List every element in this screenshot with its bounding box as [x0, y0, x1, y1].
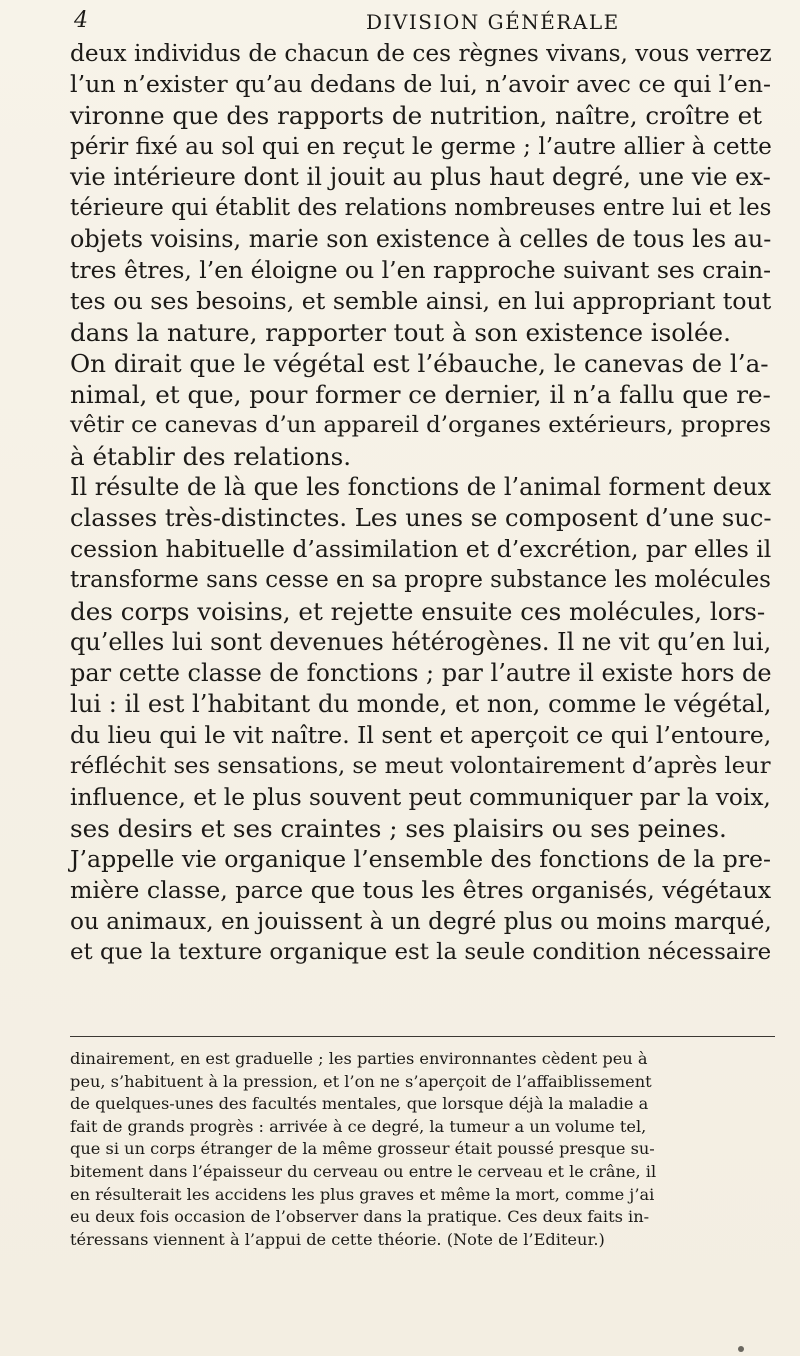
- footnote-line: fait de grands progrès : arrivée à ce degré, la tumeur a un volume tel,: [70, 1116, 647, 1136]
- ink-speck: [738, 1346, 744, 1352]
- text-line: et que la texture organique est la seule condition nécessaire: [70, 939, 772, 965]
- text-line: deux individus de chacun de ces règnes vivans, vous verrez: [70, 40, 772, 67]
- footnote-line: peu, s’habituent à la pression, et l’on ne s’aperçoit de l’affaiblissement: [70, 1071, 652, 1091]
- text-line: ou animaux, en jouissent à un degré plus ou moins marqué,: [70, 908, 772, 935]
- main-text: [70, 38, 775, 968]
- footnote-line: eu deux fois occasion de l’observer dans la pratique. Ces deux faits in-: [70, 1207, 650, 1227]
- text-line: tes ou ses besoins, et semble ainsi, en lui appropriant tout: [70, 287, 772, 315]
- text-line: classes très-distinctes. Les unes se composent d’une suc-: [70, 504, 772, 532]
- footnote-line: en résulterait les accidens les plus graves et même la mort, comme j’ai: [70, 1184, 655, 1204]
- footnote-line: bitement dans l’épaisseur du cerveau ou entre le cerveau et le crâne, il: [70, 1161, 657, 1181]
- text-line: dans la nature, rapporter tout à son existence isolée.: [70, 318, 731, 347]
- text-line: vie intérieure dont il jouit au plus haut degré, une vie ex-: [70, 163, 771, 191]
- text-line: nimal, et que, pour former ce dernier, il n’a fallu que re-: [70, 380, 771, 409]
- text-line: objets voisins, marie son existence à celles de tous les au-: [70, 225, 772, 253]
- text-line: des corps voisins, et rejette ensuite ces molécules, lors-: [70, 597, 766, 626]
- text-line: influence, et le plus souvent peut communiquer par la voix,: [70, 784, 771, 811]
- text-line: par cette classe de fonctions ; par l’autre il existe hors de: [70, 659, 772, 687]
- text-line: lui : il est l’habitant du monde, et non, comme le végétal,: [70, 690, 772, 718]
- text-line: cession habituelle d’assimilation et d’excrétion, par elles il: [70, 535, 772, 563]
- page-number: 4: [74, 8, 88, 33]
- text-line: qu’elles lui sont devenues hétérogènes. Il ne vit qu’en lui,: [70, 628, 772, 656]
- text-line: transforme sans cesse en sa propre substance les molécules: [70, 567, 771, 593]
- text-line: J’appelle vie organique l’ensemble des fonctions de la pre-: [70, 845, 771, 873]
- text-line: Il résulte de là que les fonctions de l’animal forment deux: [70, 473, 772, 501]
- footnote-line: téressans viennent à l’appui de cette théorie. (Note de l’Editeur.): [70, 1229, 605, 1249]
- text-line: l’un n’exister qu’au dedans de lui, n’avoir avec ce qui l’en-: [70, 70, 771, 98]
- page-header: [74, 8, 774, 38]
- text-line: térieure qui établit des relations nombreuses entre lui et les: [70, 195, 772, 221]
- footnote-line: que si un corps étranger de la même grosseur était poussé presque su-: [70, 1139, 655, 1159]
- footnote: [70, 1048, 775, 1251]
- running-head: DIVISION GÉNÉRALE: [366, 10, 620, 34]
- footnote-line: de quelques-unes des facultés mentales, que lorsque déjà la maladie a: [70, 1094, 649, 1114]
- footnote-line: dinairement, en est graduelle ; les parties environnantes cèdent peu à: [70, 1049, 648, 1068]
- text-line: vironne que des rapports de nutrition, naître, croître et: [70, 101, 763, 130]
- text-line: tres êtres, l’en éloigne ou l’en rapproche suivant ses crain-: [70, 256, 772, 284]
- text-line: du lieu qui le vit naître. Il sent et aperçoit ce qui l’entoure,: [70, 721, 772, 749]
- text-line: à établir des relations.: [70, 442, 352, 471]
- text-line: On dirait que le végétal est l’ébauche, le canevas de l’a-: [70, 349, 769, 378]
- text-line: vêtir ce canevas d’un appareil d’organes extérieurs, propres: [70, 412, 772, 438]
- text-line: mière classe, parce que tous les êtres organisés, végétaux: [70, 876, 772, 904]
- footnote-divider: [70, 1036, 775, 1037]
- text-line: ses desirs et ses craintes ; ses plaisirs ou ses peines.: [70, 814, 727, 843]
- text-line: périr fixé au sol qui en reçut le germe ; l’autre allier à cette: [70, 133, 772, 160]
- text-line: réfléchit ses sensations, se meut volontairement d’après leur: [70, 753, 771, 779]
